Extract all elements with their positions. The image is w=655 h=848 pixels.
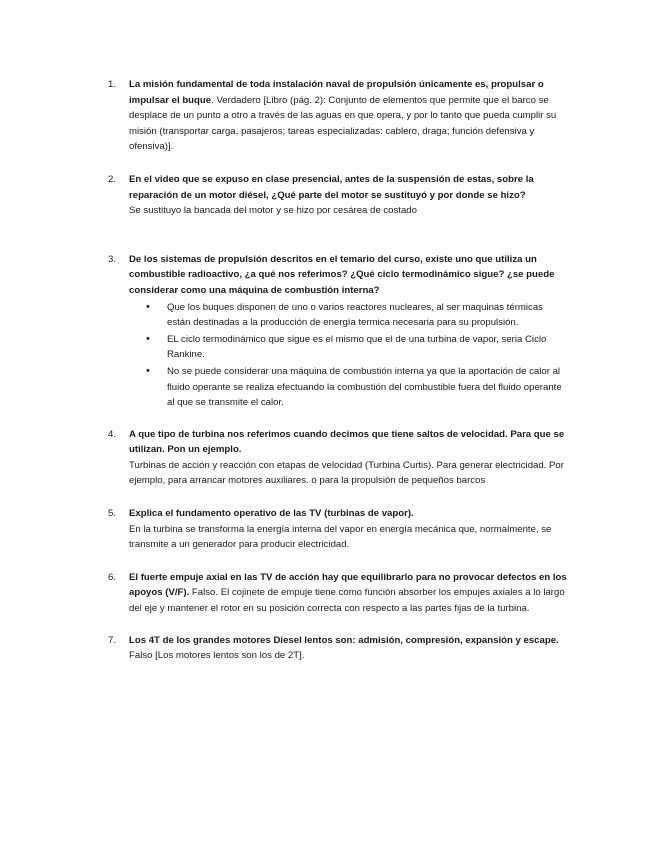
question-text: El fuerte empuje axial en las TV de acción hay que equilibrarlo para no provocar defectos en los apoyos (V/F). bbox=[129, 571, 567, 599]
question-text: Los 4T de los grandes motores Diesel lentos son: admisión, compresión, expansión y escape. bbox=[129, 634, 559, 646]
answer-text: En la turbina se transforma la energía interna del vapor en energía mecánica que, normalmente, se transmite a un generador para producir electricidad. bbox=[129, 523, 552, 551]
bullet-text: EL ciclo termodinámico que sigue es el mismo que el de una turbina de vapor, seria Ciclo Rankine. bbox=[167, 333, 547, 361]
question-number: 2. bbox=[108, 173, 117, 185]
bullet-text: No se puede considerar una máquina de combustión interna ya que la aportación de calor al fluido operante se realiza efectuando la combustión del combustible fuera del fluido operante al que se transmite el calor. bbox=[167, 365, 562, 409]
answer-bullet bbox=[146, 300, 573, 331]
answer-text: Se sustituyo la bancada del motor y se hizo por cesárea de costado bbox=[129, 205, 417, 217]
question-text: De los sistemas de propulsión descritos en el temario del curso, existe uno que utiliza un combustible radioactivo, ¿a qué nos referimos? ¿Qué ciclo termodinámico sigue? ¿se puede considerar como una máquina de combustión interna? bbox=[129, 253, 555, 296]
question-number: 7. bbox=[108, 634, 117, 646]
answer-text: Turbinas de acción y reacción con etapas de velocidad (Turbina Curtis). Para generar electricidad. Por ejemplo, para arrancar motores auxiliares. o para la propulsión de pequeños barcos bbox=[129, 459, 564, 487]
bullet-icon: • bbox=[146, 332, 150, 345]
bullet-text: Que los buques disponen de uno o varios reactores nucleares, al ser maquinas térmicas están destinadas a la producción de energía termica necesaria para su propulsión. bbox=[167, 301, 543, 329]
answer-text: . Verdadero [Libro (pág. 2): Conjunto de elementos que permite que el barco se desplace de un punto a otro a través de las aguas en que opera, y por lo tanto que pueda cumplir su misión (transportar carga, pasajeros; tareas especializadas: cablero, draga; función defensiva y ofensiva)]. bbox=[129, 94, 557, 153]
question-item-7 bbox=[108, 633, 573, 664]
question-number: 5. bbox=[108, 508, 117, 520]
question-number: 4. bbox=[108, 428, 117, 440]
question-item-1 bbox=[108, 77, 573, 155]
question-text: La misión fundamental de toda instalación naval de propulsión únicamente es, propulsar o impulsar el buque bbox=[129, 79, 544, 106]
question-item-6 bbox=[108, 570, 573, 617]
question-paragraph bbox=[129, 633, 573, 664]
question-number: 3. bbox=[108, 253, 117, 265]
question-item-5 bbox=[108, 506, 573, 553]
answer-bullet bbox=[146, 332, 573, 363]
question-list bbox=[108, 77, 573, 664]
bullet-icon: • bbox=[146, 300, 150, 313]
answer-text: Falso [Los motores lentos son los de 2T]. bbox=[129, 650, 305, 662]
question-item-3 bbox=[108, 252, 573, 411]
answer-text: Falso. El cojinete de empuje tiene como función absorber los empujes axiales a lo largo del eje y mantener el rotor en su posición correcta con respecto a las partes fijas de la turbina. bbox=[129, 587, 565, 615]
answer-bullet bbox=[146, 364, 573, 411]
bullet-icon: • bbox=[146, 364, 150, 377]
question-item-2 bbox=[108, 172, 573, 219]
question-text: A que tipo de turbina nos referimos cuando decimos que tiene saltos de velocidad. Para que se utilizan. Pon un ejemplo. bbox=[129, 428, 565, 456]
question-paragraph bbox=[129, 570, 573, 617]
question-item-4 bbox=[108, 427, 573, 489]
answer-bullet-list bbox=[129, 300, 573, 411]
question-text: Explica el fundamento operativo de las TV (turbinas de vapor). bbox=[129, 508, 414, 520]
question-number: 1. bbox=[108, 79, 117, 90]
question-text: En el video que se expuso en clase presencial, antes de la suspensión de estas, sobre la reparación de un motor diésel, ¿Qué parte del motor se sustituyó y por donde se hizo? bbox=[129, 173, 534, 201]
question-number: 6. bbox=[108, 571, 117, 583]
question-paragraph bbox=[129, 77, 573, 155]
